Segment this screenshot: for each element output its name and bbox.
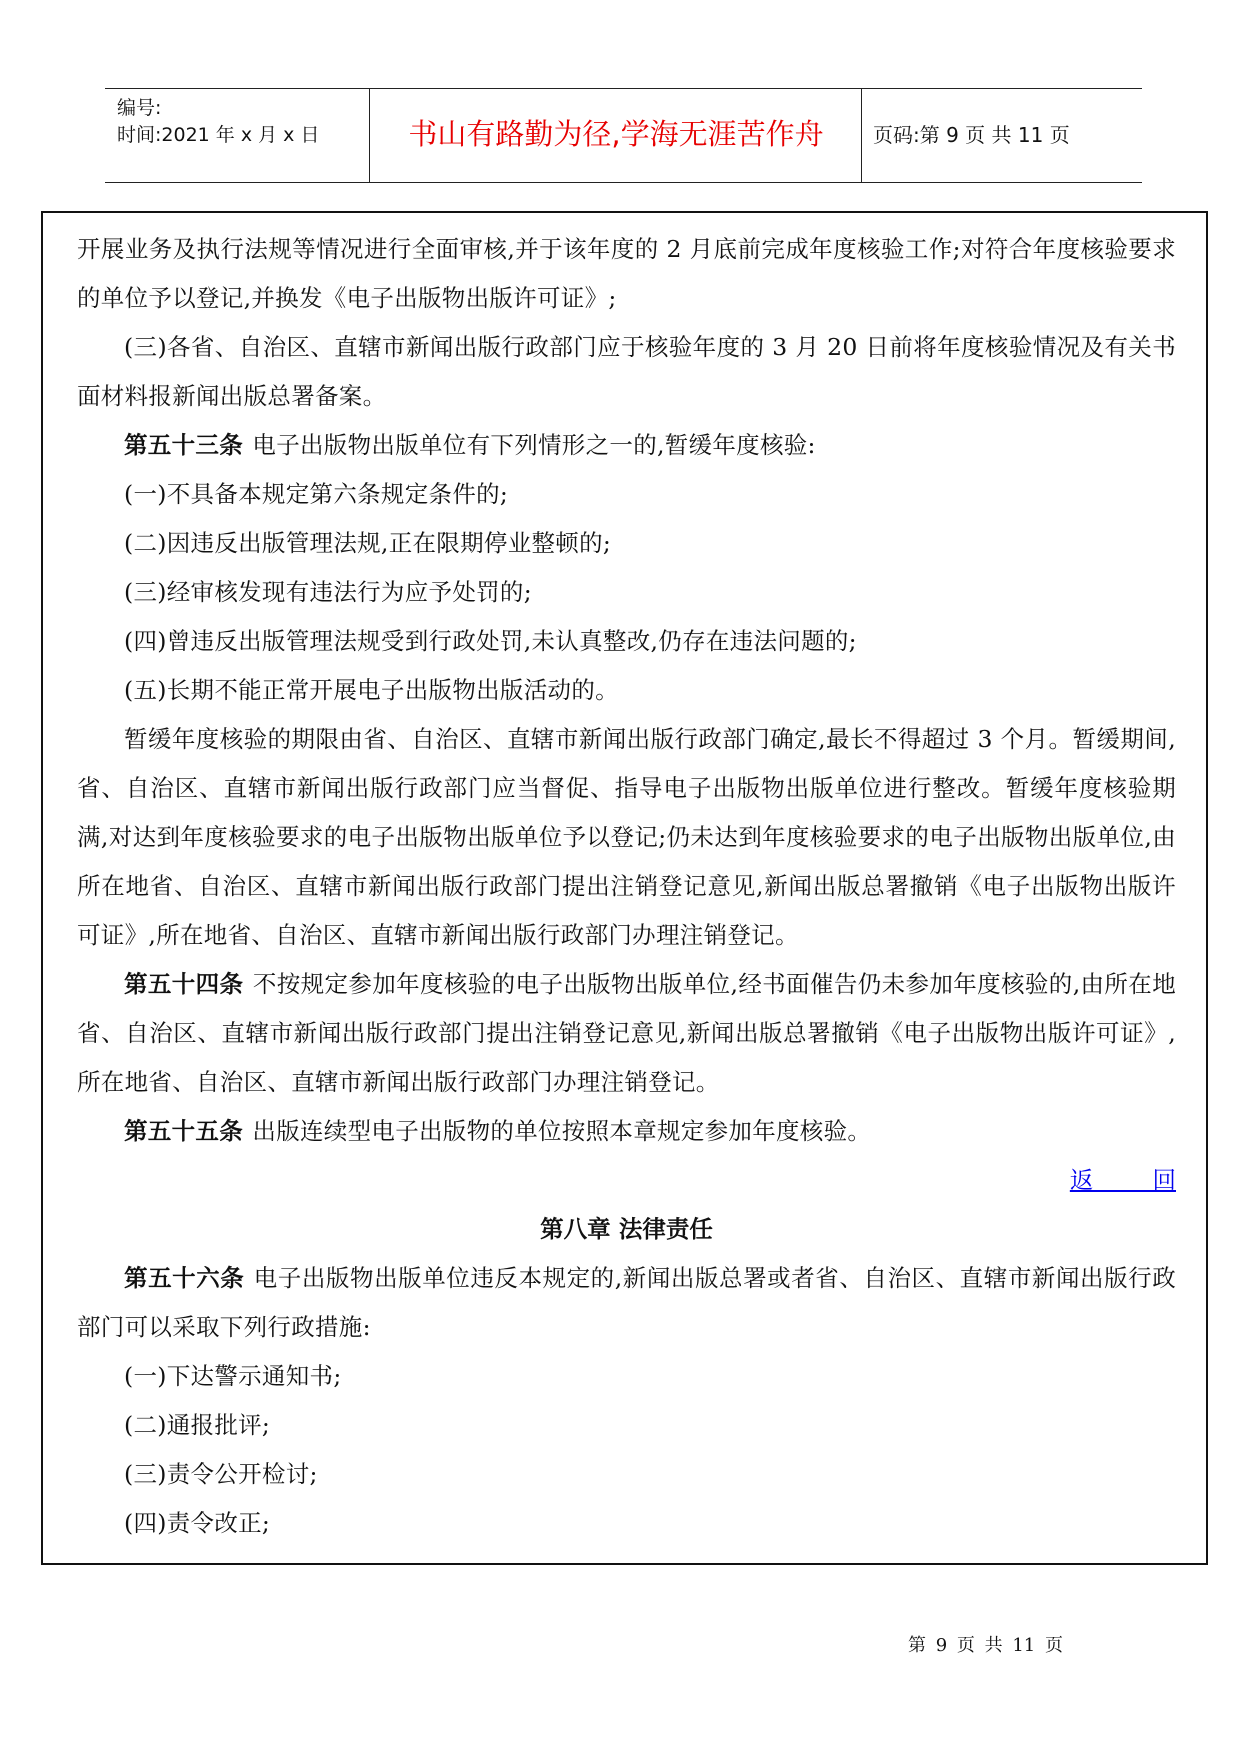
paragraph: 开展业务及执行法规等情况进行全面审核,并于该年度的 2 月底前完成年度核验工作;对符合年度核验要求的单位予以登记,并换发《电子出版物出版许可证》; (77, 235, 1176, 312)
return-row (77, 1156, 1176, 1205)
page-header (105, 88, 1142, 183)
content-frame (41, 211, 1208, 1565)
list-item: (四)曾违反出版管理法规受到行政处罚,未认真整改,仍存在违法问题的; (124, 627, 857, 655)
article-title: 第五十六条 (124, 1264, 245, 1292)
header-meta (117, 95, 319, 149)
article-53 (77, 421, 1176, 470)
list-item: (一)下达警示通知书; (124, 1362, 342, 1390)
list-item: (二)通报批评; (124, 1411, 271, 1439)
article-title: 第五十五条 (124, 1117, 243, 1145)
document-body (77, 225, 1176, 1548)
header-divider-right (861, 89, 862, 182)
article-title: 第五十三条 (124, 431, 243, 459)
list-item: (五)长期不能正常开展电子出版物出版活动的。 (124, 676, 619, 704)
article-text: 电子出版物出版单位有下列情形之一的,暂缓年度核验: (252, 431, 816, 459)
list-item: (二)因违反出版管理法规,正在限期停业整顿的; (124, 529, 612, 557)
header-divider-left (369, 89, 370, 182)
document-number-label: 编号: (117, 97, 162, 119)
list-item: (三)经审核发现有违法行为应予处罚的; (124, 578, 532, 606)
article-text: 出版连续型电子出版物的单位按照本章规定参加年度核验。 (252, 1117, 872, 1145)
return-link[interactable]: 返 回 (1069, 1166, 1176, 1194)
chapter-title: 第八章 法律责任 (540, 1215, 713, 1243)
article-title: 第五十四条 (124, 970, 244, 998)
article-54 (77, 960, 1176, 1107)
article-56 (77, 1254, 1176, 1352)
list-item: (四)责令改正; (124, 1509, 271, 1537)
page-footer: 第 9 页 共 11 页 (908, 1635, 1063, 1656)
header-page-number: 页码:第 9 页 共 11 页 (873, 123, 1070, 147)
paragraph: 暂缓年度核验的期限由省、自治区、直辖市新闻出版行政部门确定,最长不得超过 3 个月。暂缓期间,省、自治区、直辖市新闻出版行政部门应当督促、指导电子出版物出版单位进行整改。暂缓年度核验期满,对达到年度核验要求的电子出版物出版单位予以登记;仍未达到年度核验要求的电子出版物出版单位,由所在地省、自治区、直辖市新闻出版行政部门提出注销登记意见,新闻出版总署撤销《电子出版物出版许可证》,所在地省、自治区、直辖市新闻出版行政部门办理注销登记。 (77, 725, 1176, 949)
article-text: 电子出版物出版单位违反本规定的,新闻出版总署或者省、自治区、直辖市新闻出版行政部门可以采取下列行政措施: (77, 1264, 1177, 1341)
paragraph: (三)各省、自治区、直辖市新闻出版行政部门应于核验年度的 3 月 20 日前将年度核验情况及有关书面材料报新闻出版总署备案。 (77, 333, 1176, 410)
document-time-label: 时间:2021 年 x 月 x 日 (117, 124, 320, 146)
header-motto: 书山有路勤为径,学海无涯苦作舟 (408, 117, 824, 151)
list-item: (三)责令公开检讨; (124, 1460, 318, 1488)
article-text: 不按规定参加年度核验的电子出版物出版单位,经书面催告仍未参加年度核验的,由所在地省、自治区、直辖市新闻出版行政部门提出注销登记意见,新闻出版总署撤销《电子出版物出版许可证》,所在地省、自治区、直辖市新闻出版行政部门办理注销登记。 (77, 970, 1176, 1096)
list-item: (一)不具备本规定第六条规定条件的; (124, 480, 509, 508)
article-55 (77, 1107, 1176, 1156)
